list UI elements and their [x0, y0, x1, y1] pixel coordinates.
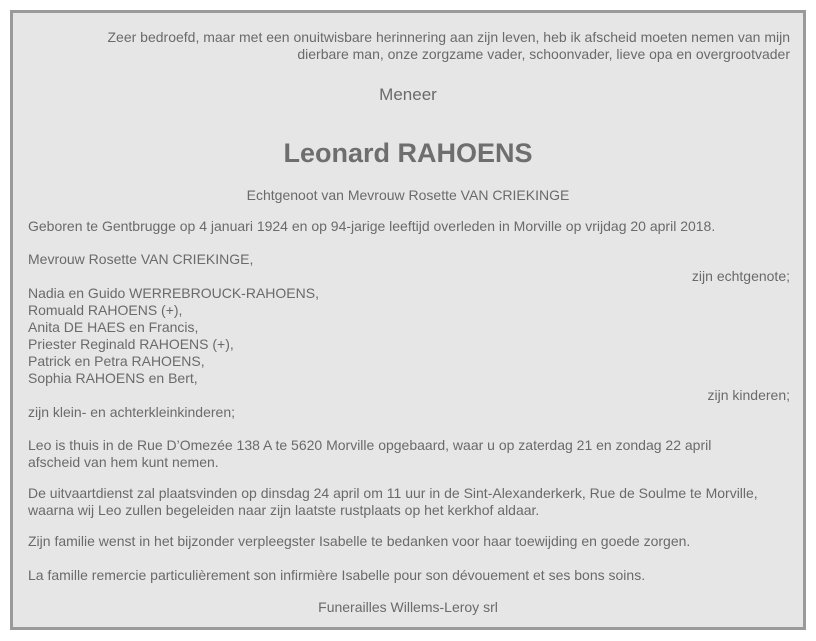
child-item: Anita DE HAES en Francis,	[28, 319, 199, 335]
honorific: Meneer	[379, 85, 437, 104]
undertaker-name: Funerailles Willems-Leroy srl	[318, 599, 498, 615]
born-line: Geboren te Gentbrugge op 4 januari 1924 en op 94-jarige leeftijd overleden in Morville op vrijdag 20 april 2018.	[28, 218, 716, 234]
child-item: Romuald RAHOENS (+),	[28, 302, 183, 318]
children-list	[28, 285, 319, 387]
viewing-line: Leo is thuis in de Rue D’Omezée 138 A te 5620 Morville opgebaard, waar u op zaterdag 21 en zondag 22 april	[28, 437, 712, 453]
intro-line: dierbare man, onze zorgzame vader, schoonvader, lieve opa en overgrootvader	[297, 46, 790, 62]
funeral-line: De uitvaartdienst zal plaatsvinden op dinsdag 24 april om 11 uur in de Sint-Alexanderkerk, Rue de Soulme te Morville,	[28, 485, 758, 501]
wife-name: Mevrouw Rosette VAN CRIEKINGE,	[28, 251, 254, 267]
child-item: Priester Reginald RAHOENS (+),	[28, 336, 234, 352]
thanks-dutch: Zijn familie wenst in het bijzonder verpleegster Isabelle te bedanken voor haar toewijding en goede zorgen.	[28, 533, 691, 549]
intro-text	[108, 29, 791, 63]
viewing-paragraph	[28, 437, 711, 471]
death-notice-card	[10, 10, 806, 630]
deceased-name: Leonard RAHOENS	[283, 138, 533, 168]
funeral-paragraph	[28, 485, 758, 519]
intro-line: Zeer bedroefd, maar met een onuitwisbare herinnering aan zijn leven, heb ik afscheid moeten nemen van mijn	[107, 29, 790, 45]
thanks-french: La famille remercie particulièrement son infirmière Isabelle pour son dévouement et ses bons soins.	[28, 567, 646, 583]
viewing-line: afscheid van hem kunt nemen.	[28, 454, 219, 470]
grandchildren-line: zijn klein- en achterkleinkinderen;	[28, 404, 235, 420]
child-item: Sophia RAHOENS en Bert,	[28, 370, 198, 386]
children-role: zijn kinderen;	[707, 387, 790, 403]
wife-role: zijn echtgenote;	[691, 268, 790, 284]
child-item: Patrick en Petra RAHOENS,	[28, 353, 205, 369]
spouse-line: Echtgenoot van Mevrouw Rosette VAN CRIEKINGE	[246, 187, 570, 203]
child-item: Nadia en Guido WERREBROUCK-RAHOENS,	[28, 285, 319, 301]
funeral-line: waarna wij Leo zullen begeleiden naar zijn laatste rustplaats op het kerkhof aldaar.	[28, 502, 540, 518]
